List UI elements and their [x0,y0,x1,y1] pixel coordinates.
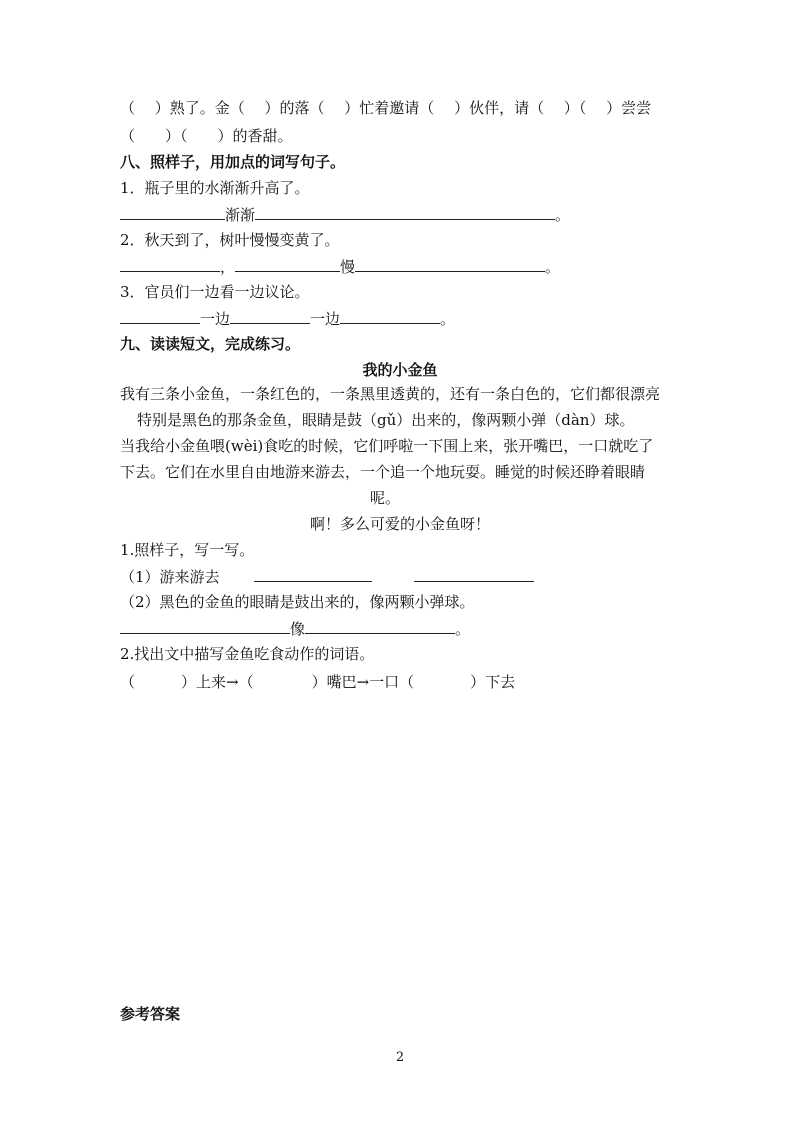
period: 。 [455,620,471,638]
passage-line: 下去。它们在水里自由地游来游去，一个追一个地玩耍。睡觉的时候还睁着眼睛 [120,463,646,481]
section-8-heading: 八、照样子，用加点的词写句子。 [120,153,346,171]
section-9-q2-heading: 2.找出文中描写金鱼吃食动作的词语。 [120,645,375,663]
passage-line: 特别是黑色的那条金鱼，眼睛是鼓（gǔ）出来的，像两颗小弹（dàn）球。 [137,411,635,429]
answer-blank[interactable] [120,204,225,220]
section-8-q3-text: 3．官员们一边看一边议论。 [120,283,310,301]
answer-segment: ）上来→（ [181,673,254,691]
answer-blank[interactable] [235,256,340,272]
answer-blank[interactable] [230,308,310,324]
section-9-q1-item1 [120,566,534,587]
word-jianjian: 渐渐 [225,206,256,224]
period: 。 [555,206,571,224]
section-9-q2-answer [120,672,515,692]
section-8-q1-text: 1．瓶子里的水渐渐升高了。 [120,179,310,197]
answer-blank[interactable] [120,618,290,634]
word-man: 慢 [340,258,356,276]
answers-heading: 参考答案 [120,1005,181,1023]
answer-blank[interactable] [340,308,440,324]
section-9-q1-item2: （2）黑色的金鱼的眼睛是鼓出来的，像两颗小弹球。 [120,593,475,611]
passage-line: 呢。 [370,489,401,507]
section-8-q2-text: 2．秋天到了，树叶慢慢变黄了。 [120,231,340,249]
answer-segment: ）嘴巴→一口（ [311,673,415,691]
section-8-q3-answer [120,308,455,329]
section-8-q1-answer [120,204,570,225]
answer-blank[interactable] [120,256,220,272]
example-word: （1）游来游去 [120,568,220,586]
answer-blank[interactable] [414,566,534,582]
answer-blank[interactable] [305,618,455,634]
passage-line: 我有三条小金鱼，一条红色的，一条黑里透黄的，还有一条白色的，它们都很漂亮 [120,385,661,403]
passage-title: 我的小金鱼 [362,361,438,379]
fill-brackets-line-1: （ ）熟了。金（ ）的落（ ）忙着邀请（ ）伙伴，请（ ）（ ）尝尝 [120,99,652,117]
answer-blank[interactable] [255,204,555,220]
word-yibian: 一边 [200,310,231,328]
word-xiang: 像 [290,620,306,638]
section-8-q2-answer [120,256,560,277]
fill-brackets-line-2: （ ）（ ）的香甜。 [120,127,293,145]
answer-blank[interactable] [120,308,200,324]
period: 。 [545,258,561,276]
page-number: 2 [395,1050,405,1065]
passage-line: 当我给小金鱼喂(wèi)食吃的时候，它们呼啦一下围上来，张开嘴巴，一口就吃了 [120,437,654,455]
word-yibian: 一边 [310,310,341,328]
comma: ， [220,258,236,276]
answer-blank[interactable] [254,566,372,582]
passage-line: 啊！多么可爱的小金鱼呀！ [309,515,490,533]
answer-blank[interactable] [355,256,545,272]
section-9-heading: 九、读读短文，完成练习。 [120,335,301,353]
answer-segment: ）下去 [470,673,516,691]
period: 。 [440,310,456,328]
section-9-q1-item2-answer [120,618,470,639]
section-9-q1-heading: 1.照样子，写一写。 [120,541,255,559]
bracket-open: （ [120,673,136,691]
